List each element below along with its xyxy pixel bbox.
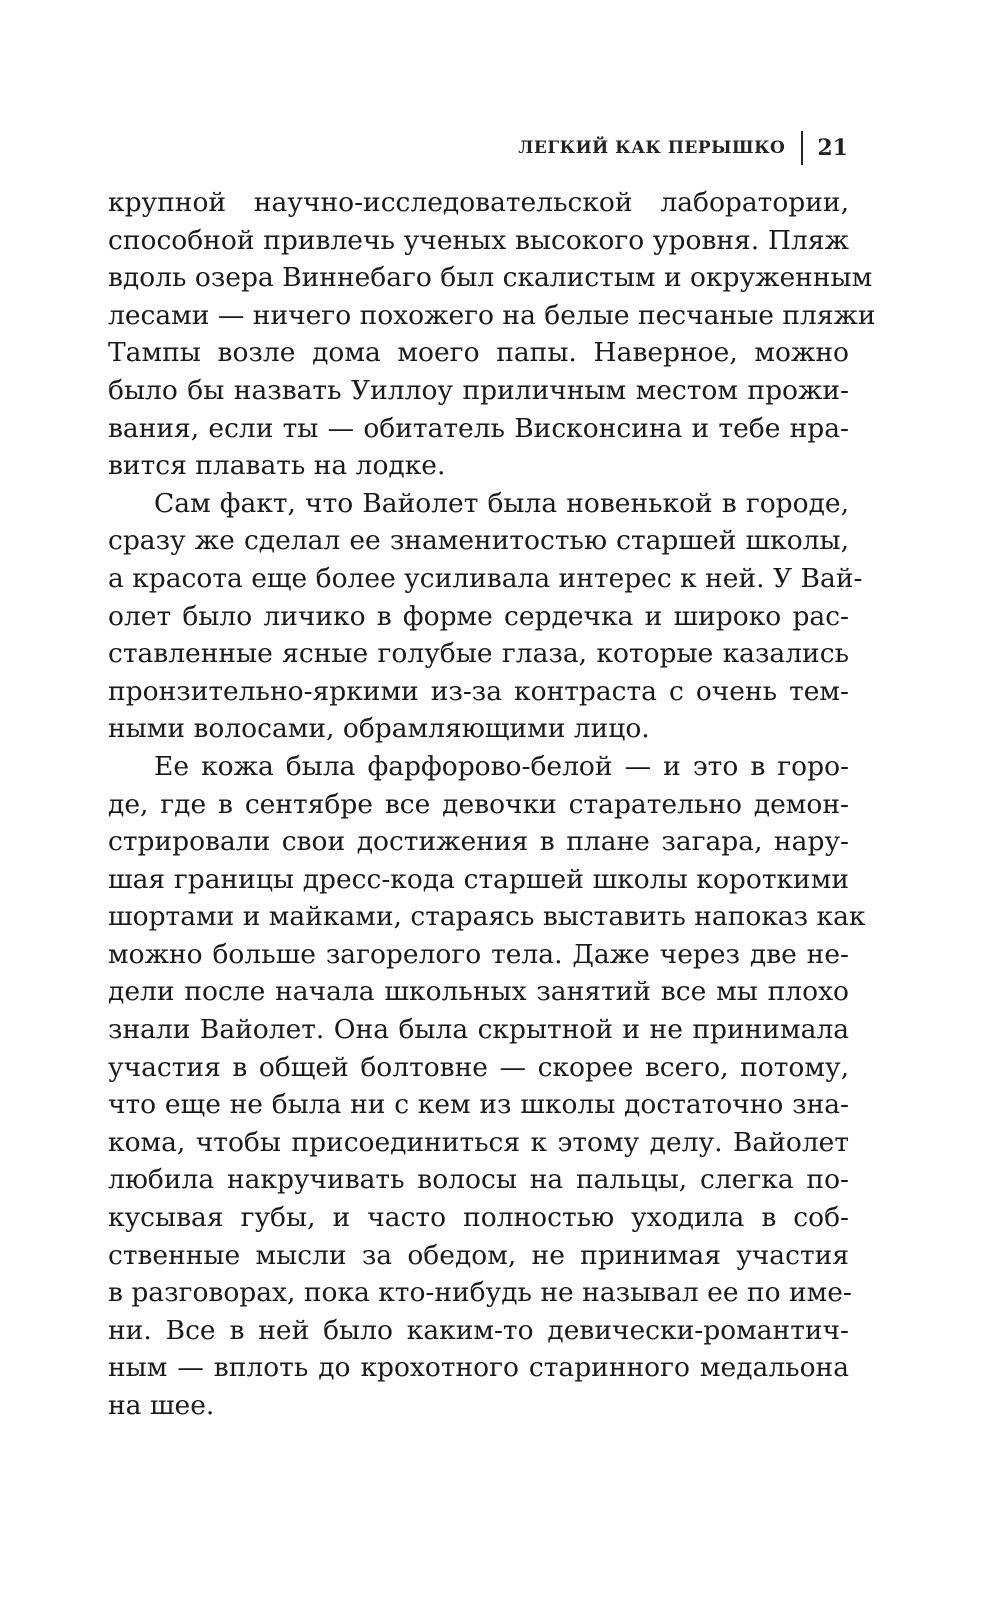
text-line: ственные мысли за обедом, не принимая участия <box>108 1239 849 1271</box>
text-line: кома, чтобы присоединиться к этому делу. Вайолет <box>108 1126 849 1158</box>
body-text <box>108 184 876 1425</box>
text-line: де, где в сентябре все девочки старательно демон- <box>108 788 849 820</box>
text-line: ным — вплоть до крохотного старинного медальона <box>108 1352 849 1384</box>
text-line: кусывая губы, и часто полностью уходила в соб- <box>108 1202 849 1234</box>
text-line: участия в общей болтовне — скорее всего, потому, <box>108 1051 849 1083</box>
text-line: а красота еще более усиливала интерес к ней. У Вай- <box>108 562 863 594</box>
page-number: 21 <box>817 135 848 161</box>
text-line: знали Вайолет. Она была скрытной и не принимала <box>108 1014 849 1046</box>
text-line: было бы назвать Уиллоу приличным местом прожи- <box>108 374 849 406</box>
text-line: способной привлечь ученых высокого уровня. Пляж <box>108 224 849 256</box>
text-line: ными волосами, обрамляющими лицо. <box>108 713 650 745</box>
header-divider <box>801 131 803 165</box>
text-line: шая границы дресс-кода старшей школы короткими <box>108 863 849 895</box>
text-line: любила накручивать волосы на пальцы, слегка по- <box>108 1164 849 1196</box>
text-line: Ее кожа была фарфорово-белой — и это в горо- <box>154 750 849 782</box>
text-line: дели после начала школьных занятий все мы плохо <box>108 976 849 1008</box>
paragraph <box>108 485 863 748</box>
text-line: крупной научно-исследовательской лаборатории, <box>108 187 849 218</box>
paragraph <box>108 184 876 485</box>
text-line: сразу же сделал ее знаменитостью старшей школы, <box>108 525 849 557</box>
text-line: олет было личико в форме сердечка и широко рас- <box>108 600 849 632</box>
running-title: ЛЕГКИЙ КАК ПЕРЫШКО <box>518 138 786 158</box>
text-line: пронзительно-яркими из-за контраста с очень тем- <box>108 675 849 707</box>
text-line: Сам факт, что Вайолет была новенькой в городе, <box>154 487 849 519</box>
text-line: что еще не была ни с кем из школы достаточно зна- <box>108 1089 849 1121</box>
text-line: шортами и майками, стараясь выставить напоказ как <box>108 901 866 933</box>
paragraph <box>108 748 866 1425</box>
text-line: вится плавать на лодке. <box>108 450 446 482</box>
text-line: лесами — ничего похожего на белые песчаные пляжи <box>108 299 876 331</box>
text-line: Тампы возле дома моего папы. Наверное, можно <box>108 337 849 369</box>
text-line: вдоль озера Виннебаго был скалистым и окруженным <box>108 262 873 294</box>
text-line: на шее. <box>108 1390 215 1421</box>
text-line: в разговорах, пока кто-нибудь не называл ее по име- <box>108 1277 852 1309</box>
text-line: можно больше загорелого тела. Даже через две не- <box>108 938 849 970</box>
text-line: вания, если ты — обитатель Висконсина и тебе нра- <box>108 412 849 444</box>
text-line: ни. Все в ней было каким-то девически-романтич- <box>108 1314 849 1346</box>
text-line: ставленные ясные голубые глаза, которые казались <box>108 638 849 670</box>
text-line: стрировали свои достижения в плане загара, нару- <box>108 826 849 858</box>
running-header <box>518 128 848 168</box>
